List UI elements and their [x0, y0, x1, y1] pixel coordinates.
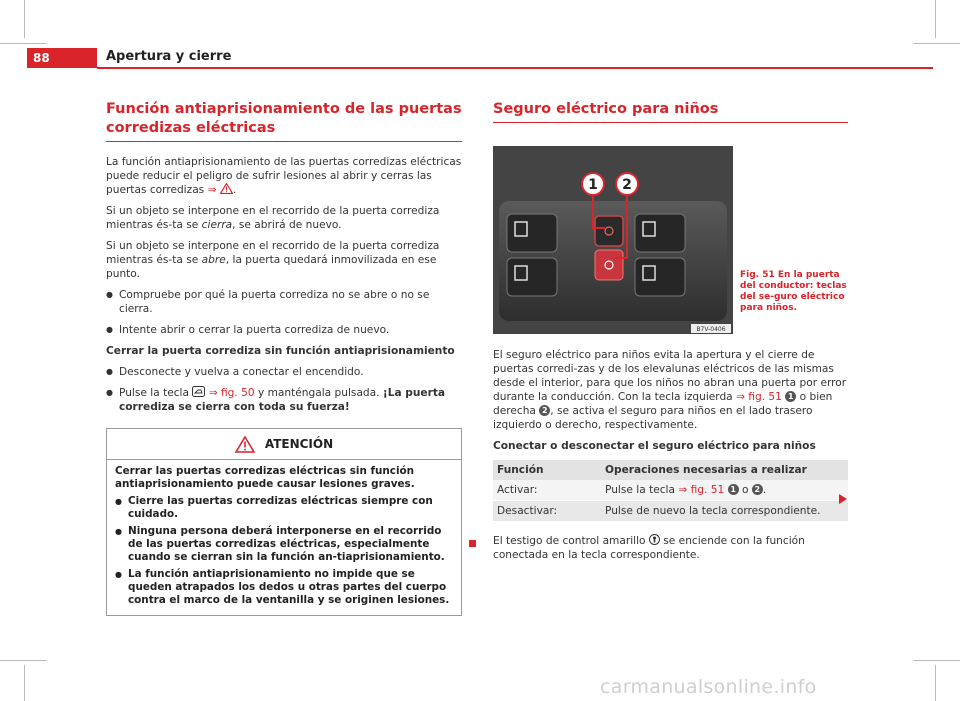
warning-triangle-icon [220, 183, 233, 194]
left-section-title: Función antiaprisionamiento de las puertas corredizas eléctricas [106, 100, 462, 142]
figure-child-lock-switches [493, 146, 733, 334]
list-item: ● Cierre las puertas corredizas eléctricas siempre con cuidado. [115, 495, 453, 521]
crop-mark [0, 660, 47, 661]
list-item: ● La función antiaprisionamiento no impide que se queden atrapados los dedos u otras partes del cuerpo contra el marco de la ventanilla y se originen lesiones. [115, 568, 453, 607]
header-rule [97, 67, 933, 69]
crop-mark [935, 0, 936, 38]
number-badge: 2 [539, 405, 550, 416]
warning-box [106, 428, 462, 616]
list-item: ● Ninguna persona deberá interponerse en el recorrido de las puertas corredizas eléctricas, especialmente cuando se cierran sin la función an-tiaprisionamiento. [115, 525, 453, 564]
right-column [493, 100, 848, 569]
crop-mark [913, 43, 960, 44]
table-header: Función [493, 460, 601, 480]
figure-code: B7V-0406 [696, 326, 726, 333]
warning-body [107, 460, 461, 615]
crop-mark [24, 665, 25, 701]
number-badge: 2 [752, 484, 763, 495]
table-row: Activar: Pulse la tecla ⇒ fig. 51 1 o 2 . [493, 480, 848, 501]
table-row: Desactivar: Pulse de nuevo la tecla correspondiente. [493, 501, 848, 522]
warning-triangle-icon [235, 436, 255, 453]
number-badge: 1 [785, 391, 796, 402]
warning-intro: Cerrar las puertas corredizas eléctricas sin función antiaprisionamiento puede causar lesiones graves. [115, 465, 415, 490]
crop-mark [0, 43, 47, 44]
list-item: ● Intente abrir o cerrar la puerta corrediza de nuevo. [106, 323, 462, 337]
page-number: 88 [27, 48, 97, 68]
callout-label-1: 1 [588, 177, 598, 193]
fig-51-link[interactable]: ⇒ fig. 51 [736, 391, 782, 403]
fig-51-link[interactable]: ⇒ fig. 51 [678, 484, 725, 496]
left-column [106, 100, 462, 616]
function-table [493, 460, 848, 522]
warning-link[interactable]: ⇒ [207, 184, 217, 196]
warning-header [107, 429, 461, 460]
number-badge: 1 [728, 484, 739, 495]
section-title: Apertura y cierre [106, 49, 232, 64]
figure-illustration [493, 146, 733, 334]
crop-mark [24, 0, 25, 38]
child-lock-indicator-icon [649, 534, 660, 545]
right-paragraph-1: El seguro eléctrico para niños evita la apertura y el cierre de puertas corredi-zas y de los elevalunas eléctricos de las mismas desde el interior, para que los niños no abran una puerta por error durante la conducción. Con la tecla izquierda ⇒ fig. 51 1 o bien derecha 2 , se activa el seguro para niños en el lado trasero izquierdo o derecho, respectivamente. [493, 349, 847, 431]
table-header: Operaciones necesarias a realizar [601, 460, 848, 480]
left-paragraph-1: La función antiaprisionamiento de las puertas corredizas eléctricas puede reducir el peligro de sufrir lesiones al abrir y cerras las puertas corredizas ⇒ . [106, 156, 462, 196]
watermark: carmanualsonline.info [600, 676, 817, 698]
left-paragraph-3: Si un objeto se interpone en el recorrido de la puerta corrediza mientras és-ta se abre, la puerta quedará inmovilizada en ese punto. [106, 240, 440, 280]
crop-mark [935, 665, 936, 701]
crop-mark [913, 660, 960, 661]
list-item: ● Pulse la tecla ⇒ fig. 50 y manténgala pulsada. ¡La puerta corrediza se cierra con toda su fuerza! [106, 386, 462, 414]
figure-caption: Fig. 51 En la puerta del conductor: teclas del se-guro eléctrico para niños. [740, 270, 847, 313]
right-section-title: Seguro eléctrico para niños [493, 100, 848, 123]
section-end-mark [469, 540, 476, 547]
right-subheading: Conectar o desconectar el seguro eléctrico para niños [493, 440, 816, 452]
left-paragraph-2: Si un objeto se interpone en el recorrido de la puerta corrediza mientras és-ta se cierra, se abrirá de nuevo. [106, 205, 440, 231]
callout-label-2: 2 [622, 177, 632, 193]
right-paragraph-2: El testigo de control amarillo se enciende con la función conectada en la tecla correspondiente. [493, 535, 805, 561]
continue-arrow-icon [838, 494, 848, 504]
left-subheading: Cerrar la puerta corrediza sin función antiaprisionamiento [106, 345, 455, 357]
list-item: ● Desconecte y vuelva a conectar el encendido. [106, 365, 462, 379]
warning-title: ATENCIÓN [264, 437, 334, 451]
fig-50-link[interactable]: ⇒ fig. 50 [208, 387, 255, 399]
door-key-icon [192, 386, 205, 397]
list-item: ● Compruebe por qué la puerta corrediza no se abre o no se cierra. [106, 288, 462, 316]
